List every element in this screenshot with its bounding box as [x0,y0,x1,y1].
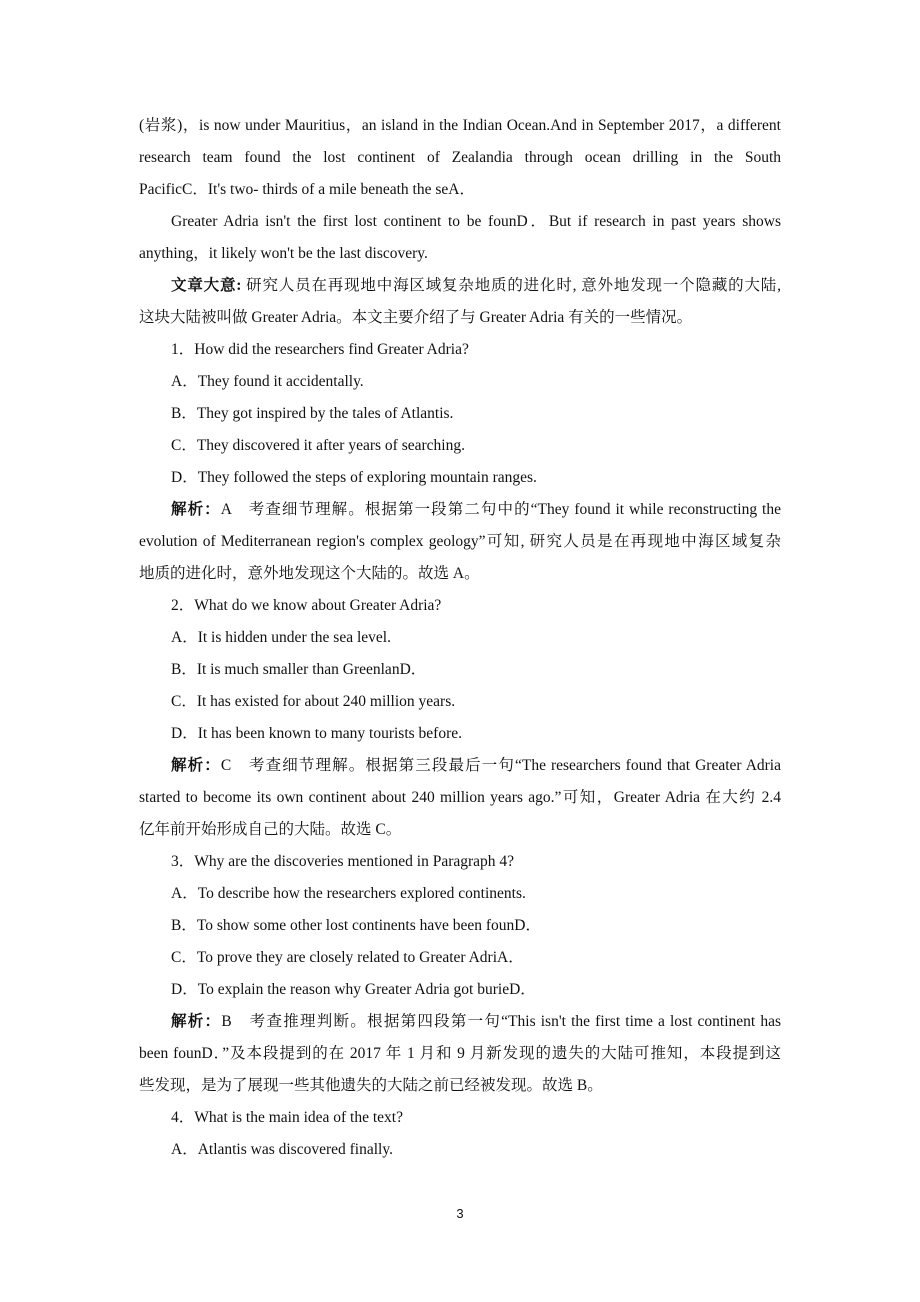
paragraph-line: (岩浆)，is now under Mauritius，an island in the Indian Ocean.And in September 2017，a different [139,117,781,134]
question-option: A．They found it accidentally. [171,373,364,390]
analysis-line [139,1006,781,1037]
paragraph-line: anything，it likely won't be the last discovery. [139,245,428,262]
question-option: D．To explain the reason why Greater Adria got burieD． [171,981,536,998]
analysis-text: A 考查细节理解。根据第一段第二句中的“They found it while reconstructing the [220,501,781,518]
summary-line: 这块大陆被叫做 Greater Adria。本文主要介绍了与 Greater Adria 有关的一些情况。 [139,309,693,326]
analysis-text: B 考查推理判断。根据第四段第一句“This isn't the first time a lost continent has [221,1013,781,1030]
question-stem: 1．How did the researchers find Greater Adria? [171,341,469,358]
question-option: C．They discovered it after years of searching. [171,437,465,454]
page-number: 3 [456,1206,464,1221]
analysis-line: 亿年前开始形成自己的大陆。故选 C。 [139,821,402,838]
question-option: B．It is much smaller than GreenlanD． [171,661,427,678]
question-stem: 4．What is the main idea of the text? [171,1109,403,1126]
paragraph-line: Greater Adria isn't the first lost continent to be founD．But if research in past years shows [171,213,781,230]
question-stem: 2．What do we know about Greater Adria? [171,597,442,614]
question-option: B．To show some other lost continents have been founD． [171,917,541,934]
question-option: A．Atlantis was discovered finally. [171,1141,393,1158]
analysis-label: 解析： [171,1013,222,1030]
analysis-line: been founD．”及本段提到的在 2017 年 1 月和 9 月新发现的遗失的大陆可推知，本段提到这 [139,1045,781,1062]
question-option: D．It has been known to many tourists before. [171,725,462,742]
question-stem: 3．Why are the discoveries mentioned in Paragraph 4? [171,853,515,870]
paragraph-line: research team found the lost continent of Zealandia through ocean drilling in the South [139,149,781,166]
question-option: C．It has existed for about 240 million years. [171,693,456,710]
page-content [139,110,781,1166]
analysis-line: 地质的进化时，意外地发现这个大陆的。故选 A。 [139,565,480,582]
analysis-line: started to become its own continent about 240 million years ago.”可知，Greater Adria 在大约 2.4 [139,789,781,806]
question-option: A．To describe how the researchers explored continents. [171,885,526,902]
analysis-text: C 考查细节理解。根据第三段最后一句“The researchers found that Greater Adria [220,757,781,774]
question-option: D．They followed the steps of exploring mountain ranges. [171,469,537,486]
summary-text: 研究人员在再现地中海区域复杂地质的进化时, 意外地发现一个隐藏的大陆, [241,277,781,294]
analysis-label: 解析： [171,757,221,774]
paragraph-line: PacificC．It's two- thirds of a mile beneath the seA． [139,181,475,198]
question-option: C．To prove they are closely related to Greater AdriA． [171,949,524,966]
analysis-line: 些发现，是为了展现一些其他遗失的大陆之前已经被发现。故选 B。 [139,1077,603,1094]
analysis-line: evolution of Mediterranean region's complex geology”可知, 研究人员是在再现地中海区域复杂 [139,533,781,550]
analysis-line [139,750,781,781]
analysis-label: 解析： [171,501,221,518]
question-option: B．They got inspired by the tales of Atlantis. [171,405,454,422]
analysis-line [139,494,781,525]
summary-label: 文章大意: [171,277,242,294]
question-option: A．It is hidden under the sea level. [171,629,391,646]
summary-line [139,270,781,301]
